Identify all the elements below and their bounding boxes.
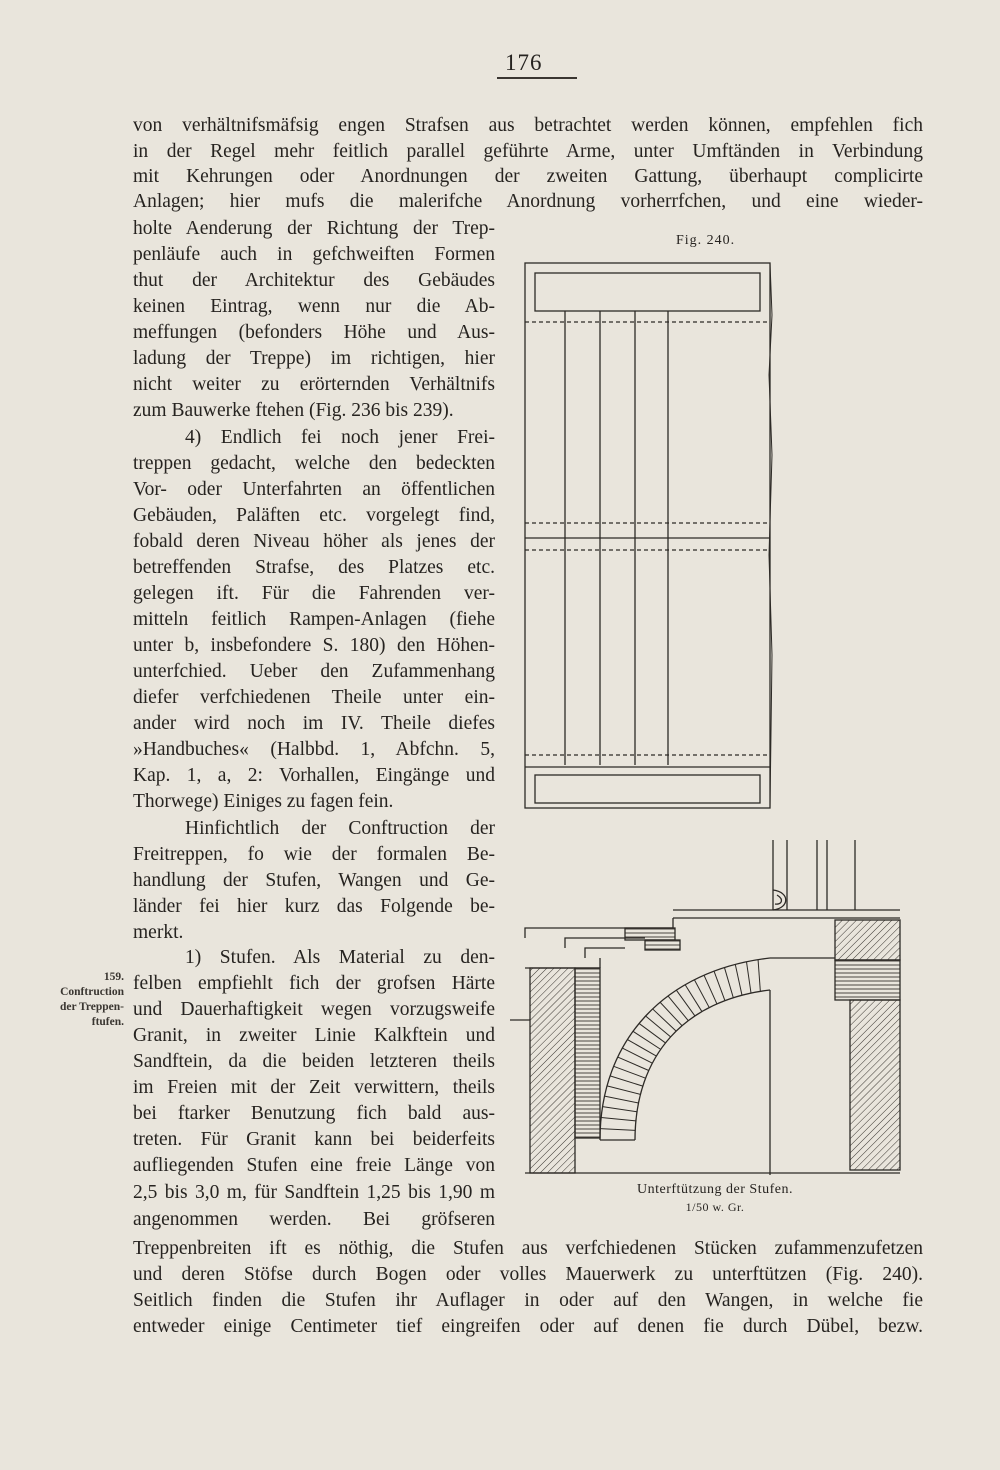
arch-voussoir-joint <box>735 964 742 995</box>
arch-voussoir-joint <box>676 990 695 1016</box>
arch-voussoir-joint <box>601 1117 636 1120</box>
text-line: Hinfichtlich der Conftruction der <box>185 818 495 839</box>
arch-voussoir-joint <box>605 1096 639 1103</box>
text-line: thut der Architektur des Gebäudes <box>133 270 495 291</box>
text-line: aufliegenden Stufen eine freie Länge von <box>133 1155 495 1176</box>
text-line: unterfchied. Ueber den Zufammenhang <box>133 661 495 682</box>
text-line: mitteln feitlich Rampen-Anlagen (fiehe <box>133 609 495 630</box>
text-line: unter b, insbefondere S. 180) den Höhen- <box>133 635 495 656</box>
figure-label: Fig. 240. <box>676 233 736 248</box>
text-line: länder fei hier kurz das Folgende be- <box>133 896 495 917</box>
text-line: holte Aenderung der Richtung der Trep- <box>133 218 495 239</box>
text-line: Treppenbreiten ift es nöthig, die Stufen aus verfchiedenen Stücken zufammenzufetzen <box>133 1238 923 1259</box>
text-line: penläufe auch in gefchweiften Formen <box>133 244 495 265</box>
text-line: keinen Eintrag, wenn nur die Ab- <box>133 296 495 317</box>
arch-voussoir-joint <box>639 1023 665 1042</box>
margin-note-line: ftufen. <box>91 1016 124 1028</box>
margin-note-line: der Treppen- <box>59 1001 124 1013</box>
text-line: Thorwege) Einiges zu fagen fein. <box>133 791 394 812</box>
arch-voussoir-joint <box>746 962 751 993</box>
arch-voussoir-joint <box>614 1066 646 1078</box>
arch-voussoir-joint <box>758 960 760 992</box>
text-line: Granit, in zweiter Linie Kalkftein und <box>133 1025 495 1046</box>
arch-voussoir-joint <box>607 1086 640 1095</box>
text-line: »Handbuches« (Halbbd. 1, Abfchn. 5, <box>133 739 495 760</box>
figure-caption: Unterftützung der Stufen. <box>637 1182 793 1197</box>
margin-note-line: Conftruction <box>60 986 124 998</box>
text-line: fobald deren Niveau höher als jenes der <box>133 531 495 552</box>
text-line: in der Regel mehr feitlich parallel geführte Arme, unter Umftänden in Verbindung <box>133 141 923 162</box>
text-line: Vor- oder Unterfahrten an öffentlichen <box>133 479 495 500</box>
text-line: Anlagen; hier mufs die malerifche Anordnung vorherrfchen, und eine wieder- <box>133 191 923 212</box>
arch-voussoir-joint <box>660 1002 682 1025</box>
text-line: 1) Stufen. Als Material zu den- <box>185 947 495 968</box>
text-line: und Dauerhaftigkeit wegen vorzugsweife <box>133 999 495 1020</box>
page-number: 176 <box>505 50 543 75</box>
text-line: felben empfiehlt fich der grofsen Härte <box>133 973 495 994</box>
margin-note <box>40 970 124 1030</box>
text-line: ladung der Treppe) im richtigen, hier <box>133 348 495 369</box>
text-line: Sandftein, da die beiden letzteren theils <box>133 1051 495 1072</box>
text-line: 4) Endlich fei noch jener Frei- <box>185 427 495 448</box>
text-line: angenommen werden. Bei gröfseren <box>133 1209 495 1230</box>
text-line: meffungen (befonders Höhe und Aus- <box>133 322 495 343</box>
text-line: von verhältnifsmäfsig engen Strafsen aus betrachtet werden können, empfehlen fich <box>133 115 923 136</box>
arch-voussoir-joint <box>653 1009 677 1031</box>
arch-voussoir-joint <box>633 1031 661 1049</box>
arch-voussoir-joint <box>600 1129 635 1131</box>
text-line: und deren Stöfse durch Bogen oder volles Mauerwerk zu unterftützen (Fig. 240). <box>133 1264 923 1285</box>
text-line: im Freien mit der Zeit verwittern, theils <box>133 1077 495 1098</box>
text-line: Freitreppen, fo wie der formalen Be- <box>133 844 495 865</box>
arch-voussoir-joint <box>610 1076 643 1086</box>
arch-voussoir-joint <box>627 1040 656 1057</box>
text-line: Gebäuden, Paläften etc. vorgelegt find, <box>133 505 495 526</box>
text-line: merkt. <box>133 922 184 943</box>
text-line: 2,5 bis 3,0 m, für Sandftein 1,25 bis 1,90 m <box>133 1182 495 1203</box>
figure-scale: 1/50 w. Gr. <box>685 1200 745 1214</box>
text-line: zum Bauwerke ftehen (Fig. 236 bis 239). <box>133 400 454 421</box>
text-line: gelegen ift. Für die Fahrenden ver- <box>133 583 495 604</box>
text-line: betreffenden Strafse, des Platzes etc. <box>133 557 495 578</box>
text-line: bei ftarker Benutzung fich bald aus- <box>133 1103 495 1124</box>
arch-voussoir-joint <box>646 1016 671 1037</box>
figure-section-drawing <box>505 840 905 1175</box>
arch-voussoir-joint <box>724 968 733 998</box>
arch-voussoir-joint <box>714 971 725 1000</box>
arch-voussoir-joint <box>704 975 717 1004</box>
text-line: diefer verfchiedenen Theile unter ein- <box>133 687 495 708</box>
page-number-rule <box>497 77 577 79</box>
text-line: mit Kehrungen oder Anordnungen der zweiten Gattung, überhaupt complicirte <box>133 166 923 187</box>
text-line: Seitlich finden die Stufen ihr Auflager in oder auf den Wangen, in welche fie <box>133 1290 923 1311</box>
margin-note-line: 159. <box>103 971 124 983</box>
text-line: entweder einige Centimeter tief eingreifen oder auf denen fie durch Dübel, bezw. <box>133 1316 923 1337</box>
figure-plan-drawing <box>510 255 780 815</box>
arch-voussoir-joint <box>668 996 688 1021</box>
text-line: handlung der Stufen, Wangen und Ge- <box>133 870 495 891</box>
text-line: treten. Für Granit kann bei beiderfeits <box>133 1129 495 1150</box>
text-line: nicht weiter zu erörternden Verhältnifs <box>133 374 495 395</box>
text-line: Kap. 1, a, 2: Vorhallen, Eingänge und <box>133 765 495 786</box>
arch-voussoir-joint <box>603 1107 637 1112</box>
text-line: treppen gedacht, welche den bedeckten <box>133 453 495 474</box>
text-line: ander wird noch im IV. Theile diefes <box>133 713 495 734</box>
